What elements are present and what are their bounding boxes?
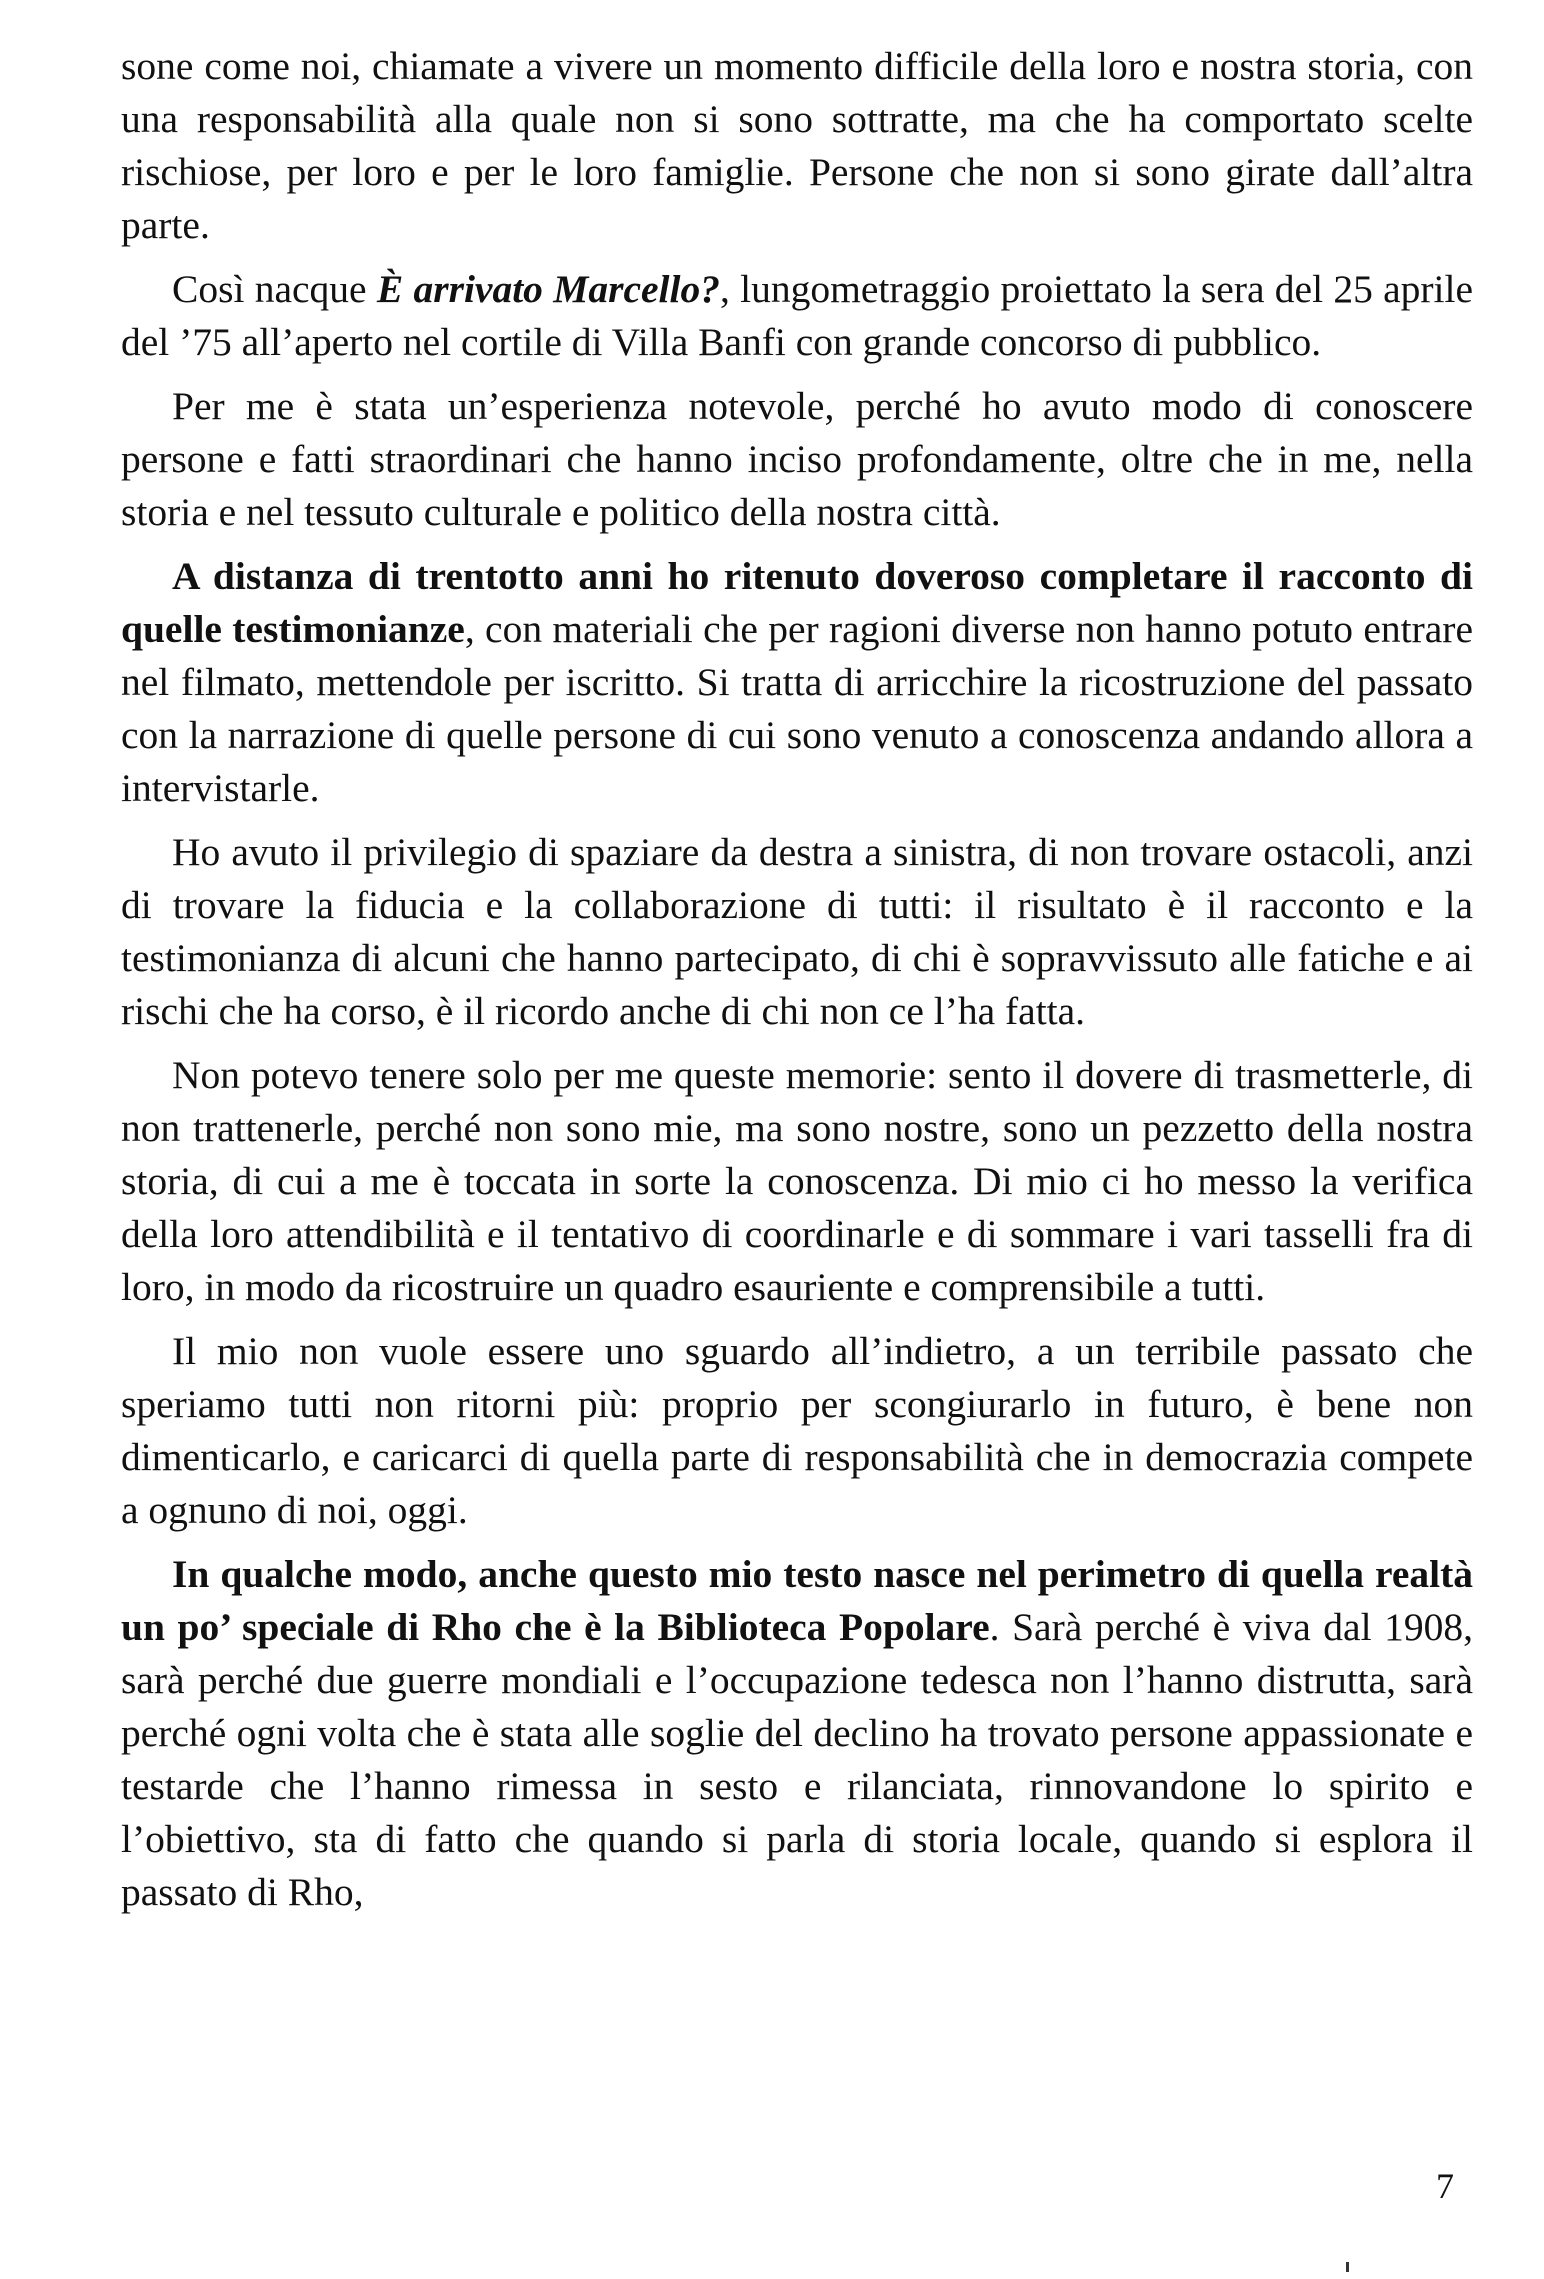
paragraph-text: , lungometraggio proiettato la sera del 25 aprile del ’75 all’aperto nel cortile di Villa Banfi con grande concorso di pubblico. (121, 267, 1474, 364)
paragraph (121, 550, 1473, 815)
paragraph-text: Il mio non vuole essere uno sguardo all’indietro, a un terribile passato che speriamo tutti non ritorni più: proprio per scongiurarlo in futuro, è bene non dimenticarlo, e caricarci di quella parte di responsabilità che in democrazia compete a ognuno di noi, oggi. (121, 1329, 1473, 1532)
paragraph (121, 1325, 1473, 1537)
paragraph-text: Ho avuto il privilegio di spaziare da destra a sinistra, di non trovare ostacoli, anzi di trovare la fiducia e la collaborazione di tutti: il risultato è il racconto e la testimonianza di alcuni che hanno partecipato, di chi è sopravvissuto alle fatiche e ai rischi che ha corso, è il ricordo anche di chi non ce l’ha fatta. (121, 830, 1473, 1033)
paragraph-text: Non potevo tenere solo per me queste memorie: sento il dovere di trasmetterle, di non trattenerle, perché non sono mie, ma sono nostre, sono un pezzetto della nostra storia, di cui a me è toccata in sorte la conoscenza. Di mio ci ho messo la verifica della loro attendibilità e il tentativo di coordinarle e di sommare i vari tasselli fra di loro, in modo da ricostruire un quadro esauriente e comprensibile a tutti. (121, 1053, 1473, 1309)
paragraph (121, 1548, 1473, 1919)
paragraph (121, 826, 1473, 1038)
emphasis-bold-text: A distanza di trentotto anni ho ritenuto doveroso completare il racconto di quelle testimonianze (121, 554, 1473, 651)
paragraph-text: Per me è stata un’esperienza notevole, perché ho avuto modo di conoscere persone e fatti straordinari che hanno inciso profondamente, oltre che in me, nella storia e nel tessuto culturale e politico della nostra città. (121, 384, 1473, 534)
paragraph-text: , con materiali che per ragioni diverse non hanno potuto entrare nel filmato, mettendole per iscritto. Si tratta di arricchire la ricostruzione del passato con la narrazione di quelle persone di cui sono venuto a conoscenza andando allora a intervistarle. (121, 607, 1473, 810)
paragraph-text: Così nacque (172, 267, 377, 311)
paragraph-text: . Sarà perché è viva dal 1908, sarà perché due guerre mondiali e l’occupazione tedesca non l’hanno distrutta, sarà perché ogni volta che è stata alle soglie del declino ha trovato persone appassionate e testarde che l’hanno rimessa in sesto e rilanciata, rinnovandone lo spirito e l’obiettivo, sta di fatto che quando si parla di storia locale, quando si esplora il passato di Rho, (121, 1605, 1473, 1914)
paragraph (121, 263, 1473, 369)
scan-artifact-mark (1346, 2262, 1349, 2272)
paragraph (121, 40, 1473, 252)
page-number: 7 (1436, 2166, 1454, 2206)
document-body (121, 40, 1473, 1930)
paragraph-text: sone come noi, chiamate a vivere un momento difficile della loro e nostra storia, con una responsabilità alla quale non si sono sottratte, ma che ha comportato scelte rischiose, per loro e per le loro famiglie. Persone che non si sono girate dall’altra parte. (121, 44, 1473, 247)
paragraph (121, 380, 1473, 539)
paragraph (121, 1049, 1473, 1314)
emphasis-bold-text: In qualche modo, anche questo mio testo nasce nel perimetro di quella realtà un po’ speciale di Rho che è la Biblioteca Popolare (121, 1552, 1473, 1649)
film-title-text: È arrivato Marcello? (376, 267, 720, 311)
